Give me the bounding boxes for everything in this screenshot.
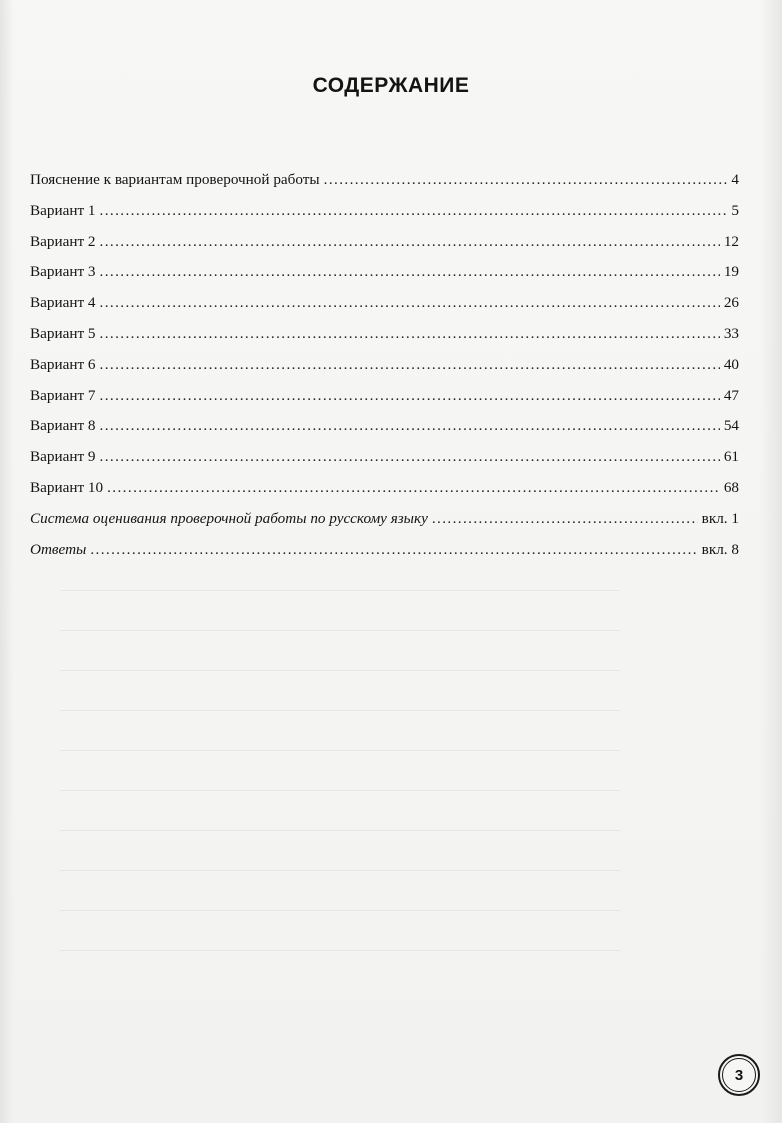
toc-entry-page: 33 xyxy=(723,324,739,342)
toc-leader-dots xyxy=(107,478,720,498)
toc-entry-page: вкл. 8 xyxy=(701,540,739,558)
toc-entry[interactable] xyxy=(30,416,739,447)
toc-entry-label: Вариант 4 xyxy=(30,294,96,312)
page-number-badge xyxy=(718,1054,760,1096)
toc-leader-dots xyxy=(100,293,720,313)
toc-entry[interactable] xyxy=(30,509,739,540)
toc-entry[interactable] xyxy=(30,447,739,478)
toc-leader-dots xyxy=(100,386,720,406)
toc-entry-label: Пояснение к вариантам проверочной работы xyxy=(30,171,320,188)
toc-entry-label: Вариант 10 xyxy=(30,478,104,496)
toc-entry[interactable] xyxy=(30,355,739,386)
toc-leader-dots xyxy=(324,170,728,190)
toc-entry-page: 54 xyxy=(723,417,739,435)
page-edge-shadow-left xyxy=(0,0,14,1123)
toc-entry-page: 61 xyxy=(723,448,739,466)
toc-entry-page: 47 xyxy=(723,386,739,404)
toc-entry-label: Вариант 9 xyxy=(30,448,96,466)
toc-leader-dots xyxy=(90,540,697,560)
toc-leader-dots xyxy=(100,201,728,221)
toc-entry-label: Вариант 7 xyxy=(30,386,96,404)
toc-leader-dots xyxy=(100,324,720,344)
toc-entry[interactable] xyxy=(30,262,739,293)
toc-leader-dots xyxy=(100,262,720,282)
toc-entry-label: Вариант 5 xyxy=(30,324,96,342)
toc-entry-page: 26 xyxy=(723,294,739,312)
toc-entry-page: 68 xyxy=(723,478,739,496)
toc-leader-dots xyxy=(432,509,698,529)
toc-leader-dots xyxy=(100,355,720,375)
toc-entry[interactable] xyxy=(30,324,739,355)
toc-leader-dots xyxy=(100,232,720,252)
toc-entry[interactable] xyxy=(30,386,739,417)
toc-entry[interactable] xyxy=(30,478,739,509)
toc-entry[interactable] xyxy=(30,540,739,571)
toc-entry[interactable] xyxy=(30,201,739,232)
toc-leader-dots xyxy=(100,416,720,436)
toc-entry-page: 4 xyxy=(731,171,739,188)
toc-entry-label: Ответы xyxy=(30,540,87,558)
toc-entry-label: Вариант 2 xyxy=(30,232,96,250)
toc-entry-page: вкл. 1 xyxy=(701,509,739,527)
page-title: СОДЕРЖАНИЕ xyxy=(312,74,470,97)
toc-entry[interactable] xyxy=(30,170,739,201)
toc-leader-dots xyxy=(100,447,720,467)
toc-entry-page: 19 xyxy=(723,263,739,281)
toc-entry[interactable] xyxy=(30,232,739,263)
toc-entry-label: Вариант 3 xyxy=(30,263,96,281)
toc-entry-label: Вариант 1 xyxy=(30,201,96,219)
toc-entry-page: 12 xyxy=(723,232,739,250)
show-through-lines xyxy=(60,560,640,1030)
toc-entry-page: 5 xyxy=(731,201,739,219)
table-of-contents xyxy=(30,170,739,570)
toc-entry-label: Вариант 8 xyxy=(30,417,96,435)
page-number: 3 xyxy=(722,1058,756,1092)
toc-entry[interactable] xyxy=(30,293,739,324)
toc-entry-label: Система оценивания проверочной работы по русскому языку xyxy=(30,509,428,527)
page-edge-shadow-right xyxy=(760,0,782,1123)
toc-entry-page: 40 xyxy=(723,355,739,373)
toc-entry-label: Вариант 6 xyxy=(30,355,96,373)
